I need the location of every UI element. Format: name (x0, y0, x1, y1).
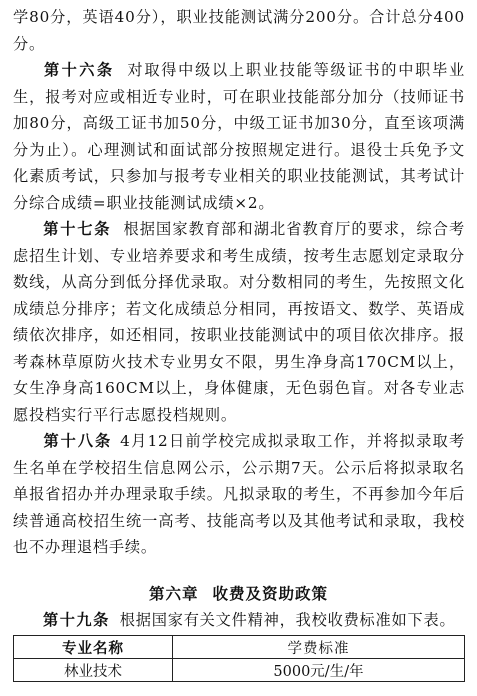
paragraph-text: 根据国家教育部和湖北省教育厅的要求，综合考虑招生计划、专业培养要求和考生成绩，按考生志愿划定录取分数线，从高分到低分择优录取。对分数相同的考生，先按照文化成绩总分排序；若文化成绩总分相同，再按语文、数学、英语成绩依次排序，如还相同，按职业技能测试中的项目依次排序。报考森林草原防火技术专业男女不限，男生净身高170CM以上，女生净身高160CM以上，身体健康，无色弱色盲。对各专业志愿投档实行平行志愿投档规则。 (13, 220, 465, 424)
paragraph-article-18 (13, 428, 465, 561)
column-header-major: 专业名称 (14, 636, 173, 659)
chapter-number: 第六章 (148, 584, 199, 603)
cell-tuition: 5000元/生/年 (173, 659, 465, 682)
column-header-tuition: 学费标准 (173, 636, 465, 659)
article-number: 第十六条 (43, 61, 115, 79)
fee-table (13, 635, 465, 682)
chapter-title: 收费及资助政策 (212, 584, 329, 603)
paragraph-article-16 (13, 57, 465, 216)
paragraph-article-17 (13, 216, 465, 428)
article-number: 第十九条 (43, 611, 110, 629)
table-header-row (14, 636, 465, 659)
paragraph-text: 4月12日前学校完成拟录取工作，并将拟录取考生名单在学校招生信息网公示，公示期7天。公示后将拟录取名单报省招办并办理录取手续。凡拟录取的考生，不再参加今年后续普通高校招生统一高考、技能高考以及其他考试和录取，我校也不办理退档手续。 (13, 432, 465, 556)
table-row (14, 659, 465, 682)
paragraph-score-total (13, 4, 465, 57)
article-number: 第十八条 (43, 432, 113, 450)
paragraph-text: 对取得中级以上职业技能等级证书的中职毕业生，报考对应或相近专业时，可在职业技能部分加分（技师证书加80分，高级工证书加50分，中级工证书加30分，直至该项满分为止）。心理测试和面试部分按照规定进行。退役士兵免予文化素质考试，只参加与报考专业相关的职业技能测试，其考试计分综合成绩=职业技能测试成绩×2。 (13, 61, 466, 212)
article-number: 第十七条 (43, 220, 112, 238)
paragraph-text: 学80分，英语40分），职业技能测试满分200分。合计总分400分。 (13, 8, 465, 53)
paragraph-article-19 (13, 607, 465, 634)
cell-major: 林业技术 (14, 659, 173, 682)
chapter-heading (0, 582, 477, 604)
paragraph-text: 根据国家有关文件精神，我校收费标准如下表。 (119, 611, 456, 629)
